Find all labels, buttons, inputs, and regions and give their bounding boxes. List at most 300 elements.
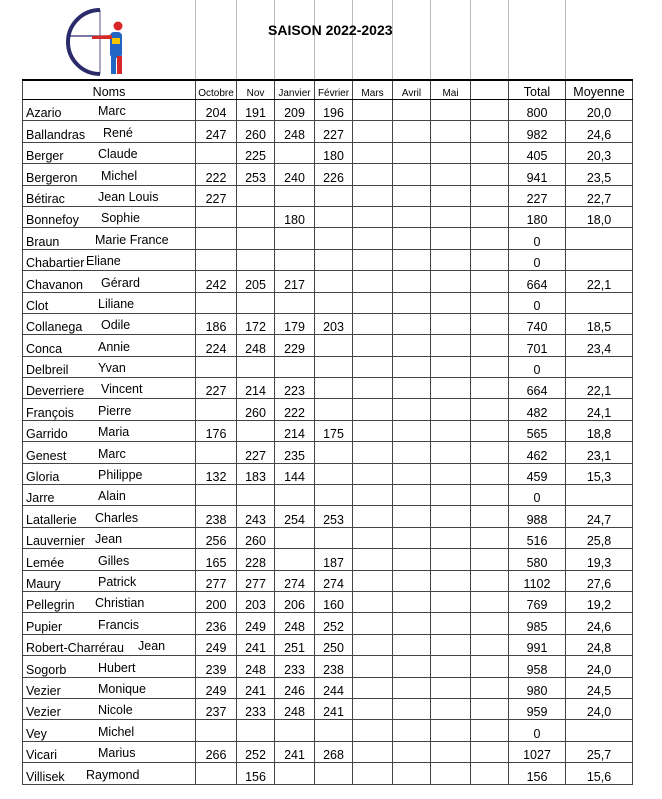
first-name: Patrick <box>98 574 137 589</box>
header-moyenne: Moyenne <box>566 80 633 100</box>
score-cell: 277 <box>237 570 275 591</box>
score-cell <box>315 378 353 399</box>
header-noms: Noms <box>23 80 196 100</box>
average-cell <box>566 485 633 506</box>
first-name: Vincent <box>101 382 143 397</box>
score-cell <box>275 549 315 570</box>
name-cell <box>23 121 196 142</box>
average-cell: 23,5 <box>566 164 633 185</box>
name-cell <box>23 292 196 313</box>
score-cell <box>393 271 431 292</box>
total-cell: 769 <box>509 591 566 612</box>
score-cell <box>431 506 471 527</box>
score-cell <box>431 570 471 591</box>
header-month: Mai <box>431 80 471 100</box>
average-cell: 25,8 <box>566 527 633 548</box>
total-cell: 405 <box>509 142 566 163</box>
total-cell: 985 <box>509 613 566 634</box>
first-name: Pierre <box>98 403 132 418</box>
score-cell: 238 <box>196 506 237 527</box>
score-cell <box>196 485 237 506</box>
first-name: Claude <box>98 147 138 162</box>
table-row <box>23 463 633 484</box>
average-cell: 23,1 <box>566 442 633 463</box>
last-name: Bergeron <box>26 170 78 185</box>
score-cell: 144 <box>275 463 315 484</box>
score-cell <box>393 356 431 377</box>
score-cell <box>196 142 237 163</box>
average-cell: 24,1 <box>566 399 633 420</box>
score-cell: 260 <box>237 399 275 420</box>
score-cell <box>431 763 471 784</box>
score-cell <box>315 185 353 206</box>
average-cell: 18,8 <box>566 420 633 441</box>
score-cell <box>393 591 431 612</box>
season-title: SAISON 2022-2023 <box>268 22 393 38</box>
first-name: Charles <box>95 510 139 525</box>
score-cell: 248 <box>275 613 315 634</box>
table-row <box>23 313 633 334</box>
score-cell <box>431 228 471 249</box>
score-cell <box>353 399 393 420</box>
last-name: Berger <box>26 149 64 164</box>
name-cell <box>23 335 196 356</box>
total-cell: 482 <box>509 399 566 420</box>
score-cell <box>393 763 431 784</box>
score-cell: 241 <box>315 698 353 719</box>
average-cell: 18,0 <box>566 206 633 227</box>
table-row <box>23 741 633 762</box>
score-cell: 228 <box>237 549 275 570</box>
table-row <box>23 570 633 591</box>
score-cell <box>353 613 393 634</box>
score-cell <box>196 228 237 249</box>
score-cell <box>471 506 509 527</box>
header-month: Janvier <box>275 80 315 100</box>
average-cell: 22,1 <box>566 271 633 292</box>
score-cell: 227 <box>196 378 237 399</box>
score-cell <box>353 164 393 185</box>
score-cell <box>196 356 237 377</box>
score-cell <box>353 292 393 313</box>
score-cell: 187 <box>315 549 353 570</box>
score-cell <box>393 335 431 356</box>
average-cell <box>566 228 633 249</box>
last-name: Gloria <box>26 470 60 485</box>
score-cell <box>353 591 393 612</box>
score-cell <box>471 463 509 484</box>
name-cell <box>23 142 196 163</box>
score-cell: 268 <box>315 741 353 762</box>
score-cell <box>471 121 509 142</box>
last-name: Chabartier <box>26 256 85 271</box>
score-cell <box>315 485 353 506</box>
table-row <box>23 356 633 377</box>
score-cell <box>431 292 471 313</box>
score-cell: 222 <box>196 164 237 185</box>
score-cell <box>393 378 431 399</box>
score-cell <box>393 100 431 121</box>
total-cell: 0 <box>509 249 566 270</box>
score-cell: 238 <box>315 656 353 677</box>
table-row <box>23 378 633 399</box>
name-cell <box>23 206 196 227</box>
name-cell <box>23 677 196 698</box>
score-cell: 214 <box>237 378 275 399</box>
name-cell <box>23 741 196 762</box>
score-cell <box>353 763 393 784</box>
score-cell <box>393 463 431 484</box>
total-cell: 982 <box>509 121 566 142</box>
score-cell <box>393 677 431 698</box>
header-month: Mars <box>353 80 393 100</box>
score-cell <box>275 527 315 548</box>
header-month: Octobre <box>196 80 237 100</box>
score-cell <box>353 570 393 591</box>
score-cell: 241 <box>275 741 315 762</box>
score-cell: 227 <box>237 442 275 463</box>
score-cell <box>431 720 471 741</box>
score-cell <box>471 313 509 334</box>
score-cell <box>431 549 471 570</box>
column-header-row <box>23 80 633 100</box>
total-cell: 580 <box>509 549 566 570</box>
score-cell <box>471 164 509 185</box>
average-cell: 24,0 <box>566 656 633 677</box>
score-cell <box>275 142 315 163</box>
total-cell: 958 <box>509 656 566 677</box>
total-cell: 565 <box>509 420 566 441</box>
average-cell: 20,0 <box>566 100 633 121</box>
score-cell: 244 <box>315 677 353 698</box>
average-cell: 18,5 <box>566 313 633 334</box>
score-cell: 249 <box>196 634 237 655</box>
score-cell <box>237 249 275 270</box>
last-name: Vey <box>26 726 47 741</box>
average-cell <box>566 292 633 313</box>
total-cell: 988 <box>509 506 566 527</box>
total-cell: 664 <box>509 378 566 399</box>
score-cell <box>196 442 237 463</box>
score-cell <box>315 206 353 227</box>
name-cell <box>23 249 196 270</box>
score-cell <box>353 313 393 334</box>
score-cell <box>393 313 431 334</box>
score-cell: 254 <box>275 506 315 527</box>
score-cell: 180 <box>315 142 353 163</box>
last-name: Conca <box>26 341 63 356</box>
first-name: Hubert <box>98 660 136 675</box>
score-cell: 186 <box>196 313 237 334</box>
score-cell: 239 <box>196 656 237 677</box>
last-name: Vezier <box>26 683 61 698</box>
score-cell: 253 <box>237 164 275 185</box>
score-cell <box>431 164 471 185</box>
name-cell <box>23 356 196 377</box>
score-cell <box>471 527 509 548</box>
last-name: Maury <box>26 576 61 591</box>
score-cell <box>393 527 431 548</box>
score-cell <box>471 634 509 655</box>
score-cell <box>431 121 471 142</box>
total-cell: 701 <box>509 335 566 356</box>
score-cell <box>471 677 509 698</box>
score-cell <box>237 420 275 441</box>
score-cell <box>471 720 509 741</box>
score-cell: 209 <box>275 100 315 121</box>
score-cell <box>471 442 509 463</box>
score-cell: 205 <box>237 271 275 292</box>
score-cell <box>353 485 393 506</box>
score-cell: 223 <box>275 378 315 399</box>
average-cell: 24,8 <box>566 634 633 655</box>
last-name: Robert-Charrérau <box>26 641 124 656</box>
last-name: Delbreil <box>26 363 69 378</box>
table-row <box>23 506 633 527</box>
first-name: Eliane <box>86 254 121 269</box>
total-cell: 0 <box>509 356 566 377</box>
score-cell: 266 <box>196 741 237 762</box>
total-cell: 156 <box>509 763 566 784</box>
score-cell <box>393 720 431 741</box>
score-cell: 241 <box>237 677 275 698</box>
score-cell <box>237 185 275 206</box>
score-cell: 180 <box>275 206 315 227</box>
first-name: Monique <box>98 681 146 696</box>
score-cell <box>431 100 471 121</box>
score-cell <box>353 100 393 121</box>
total-cell: 1027 <box>509 741 566 762</box>
table-row <box>23 249 633 270</box>
first-name: Marc <box>98 104 126 119</box>
table-row <box>23 164 633 185</box>
first-name: Philippe <box>98 468 143 483</box>
table-row <box>23 420 633 441</box>
name-cell <box>23 100 196 121</box>
score-cell <box>393 142 431 163</box>
score-cell <box>431 591 471 612</box>
last-name: Latallerie <box>26 512 77 527</box>
table-row <box>23 698 633 719</box>
score-cell <box>471 292 509 313</box>
total-cell: 740 <box>509 313 566 334</box>
score-cell <box>431 142 471 163</box>
score-cell <box>353 249 393 270</box>
score-cell: 226 <box>315 164 353 185</box>
score-table <box>22 0 633 785</box>
average-cell: 24,6 <box>566 121 633 142</box>
score-cell <box>393 420 431 441</box>
score-cell <box>393 292 431 313</box>
total-cell: 180 <box>509 206 566 227</box>
last-name: Vicari <box>26 748 58 763</box>
score-cell <box>393 164 431 185</box>
score-cell <box>237 206 275 227</box>
score-cell: 235 <box>275 442 315 463</box>
score-cell <box>471 399 509 420</box>
average-cell: 24,6 <box>566 613 633 634</box>
average-cell <box>566 356 633 377</box>
header-month <box>471 80 509 100</box>
last-name: Genest <box>26 448 67 463</box>
score-cell <box>315 335 353 356</box>
score-cell <box>353 656 393 677</box>
first-name: Jean <box>138 639 166 654</box>
table-row <box>23 527 633 548</box>
name-cell <box>23 378 196 399</box>
name-cell <box>23 613 196 634</box>
score-cell <box>393 613 431 634</box>
last-name: Lauvernier <box>26 534 86 549</box>
name-cell <box>23 228 196 249</box>
score-cell <box>471 185 509 206</box>
last-name: Vezier <box>26 705 61 720</box>
score-cell <box>393 549 431 570</box>
score-cell <box>275 292 315 313</box>
last-name: Villisek <box>26 769 65 784</box>
score-cell <box>393 121 431 142</box>
table-row <box>23 634 633 655</box>
last-name: Garrido <box>26 427 68 442</box>
score-cell <box>431 206 471 227</box>
score-cell <box>315 463 353 484</box>
table-row <box>23 613 633 634</box>
table-row <box>23 142 633 163</box>
average-cell: 20,3 <box>566 142 633 163</box>
score-cell: 260 <box>237 527 275 548</box>
name-cell <box>23 485 196 506</box>
score-cell: 253 <box>315 506 353 527</box>
score-cell <box>471 100 509 121</box>
first-name: Gilles <box>98 553 130 568</box>
score-cell <box>393 249 431 270</box>
score-cell <box>393 506 431 527</box>
score-cell <box>431 677 471 698</box>
first-name: Nicole <box>98 703 133 718</box>
score-cell: 277 <box>196 570 237 591</box>
score-cell: 274 <box>315 570 353 591</box>
score-cell <box>353 378 393 399</box>
score-cell <box>353 420 393 441</box>
name-cell <box>23 549 196 570</box>
score-cell <box>471 698 509 719</box>
score-cell: 236 <box>196 613 237 634</box>
score-cell <box>431 271 471 292</box>
score-cell <box>431 656 471 677</box>
score-cell <box>196 763 237 784</box>
score-cell <box>431 463 471 484</box>
score-cell: 196 <box>315 100 353 121</box>
table-row <box>23 292 633 313</box>
score-cell <box>471 613 509 634</box>
table-row <box>23 549 633 570</box>
last-name: Lemée <box>26 555 65 570</box>
score-cell: 132 <box>196 463 237 484</box>
average-cell: 19,2 <box>566 591 633 612</box>
score-cell: 274 <box>275 570 315 591</box>
score-cell <box>393 206 431 227</box>
score-cell: 206 <box>275 591 315 612</box>
score-cell <box>471 271 509 292</box>
score-cell <box>353 549 393 570</box>
score-cell: 247 <box>196 121 237 142</box>
last-name: Braun <box>26 234 60 249</box>
last-name: Jarre <box>26 491 55 506</box>
score-cell <box>471 741 509 762</box>
score-cell <box>353 463 393 484</box>
score-cell: 242 <box>196 271 237 292</box>
score-cell: 200 <box>196 591 237 612</box>
score-cell <box>353 228 393 249</box>
score-cell: 250 <box>315 634 353 655</box>
score-cell <box>431 698 471 719</box>
score-cell: 227 <box>315 121 353 142</box>
score-cell <box>275 228 315 249</box>
name-cell <box>23 527 196 548</box>
score-cell <box>196 249 237 270</box>
table-row <box>23 185 633 206</box>
last-name: Bétirac <box>26 191 65 206</box>
score-cell <box>471 249 509 270</box>
score-cell: 175 <box>315 420 353 441</box>
score-cell: 237 <box>196 698 237 719</box>
score-cell: 217 <box>275 271 315 292</box>
score-cell <box>275 356 315 377</box>
last-name: François <box>26 405 74 420</box>
score-cell: 240 <box>275 164 315 185</box>
score-cell <box>196 399 237 420</box>
average-cell <box>566 720 633 741</box>
score-cell <box>353 271 393 292</box>
average-cell: 15,6 <box>566 763 633 784</box>
total-cell: 1102 <box>509 570 566 591</box>
score-cell <box>393 741 431 762</box>
score-cell <box>393 399 431 420</box>
name-cell <box>23 656 196 677</box>
score-cell: 214 <box>275 420 315 441</box>
score-cell <box>196 720 237 741</box>
score-cell <box>431 356 471 377</box>
score-cell <box>353 121 393 142</box>
archer-logo-icon <box>62 6 134 78</box>
table-row <box>23 121 633 142</box>
score-cell <box>315 442 353 463</box>
header-month: Avril <box>393 80 431 100</box>
table-row <box>23 720 633 741</box>
name-cell <box>23 271 196 292</box>
total-cell: 516 <box>509 527 566 548</box>
score-cell <box>353 335 393 356</box>
score-cell <box>353 506 393 527</box>
last-name: Collanega <box>26 320 83 335</box>
header-month: Nov <box>237 80 275 100</box>
score-cell: 233 <box>275 656 315 677</box>
score-cell <box>196 292 237 313</box>
score-cell <box>471 335 509 356</box>
score-cell <box>353 741 393 762</box>
score-cell <box>275 720 315 741</box>
score-cell <box>431 378 471 399</box>
score-cell <box>471 591 509 612</box>
total-cell: 0 <box>509 485 566 506</box>
name-cell <box>23 634 196 655</box>
score-cell <box>237 485 275 506</box>
score-cell <box>315 399 353 420</box>
score-cell <box>393 656 431 677</box>
score-cell: 179 <box>275 313 315 334</box>
total-cell: 0 <box>509 292 566 313</box>
score-cell <box>471 420 509 441</box>
